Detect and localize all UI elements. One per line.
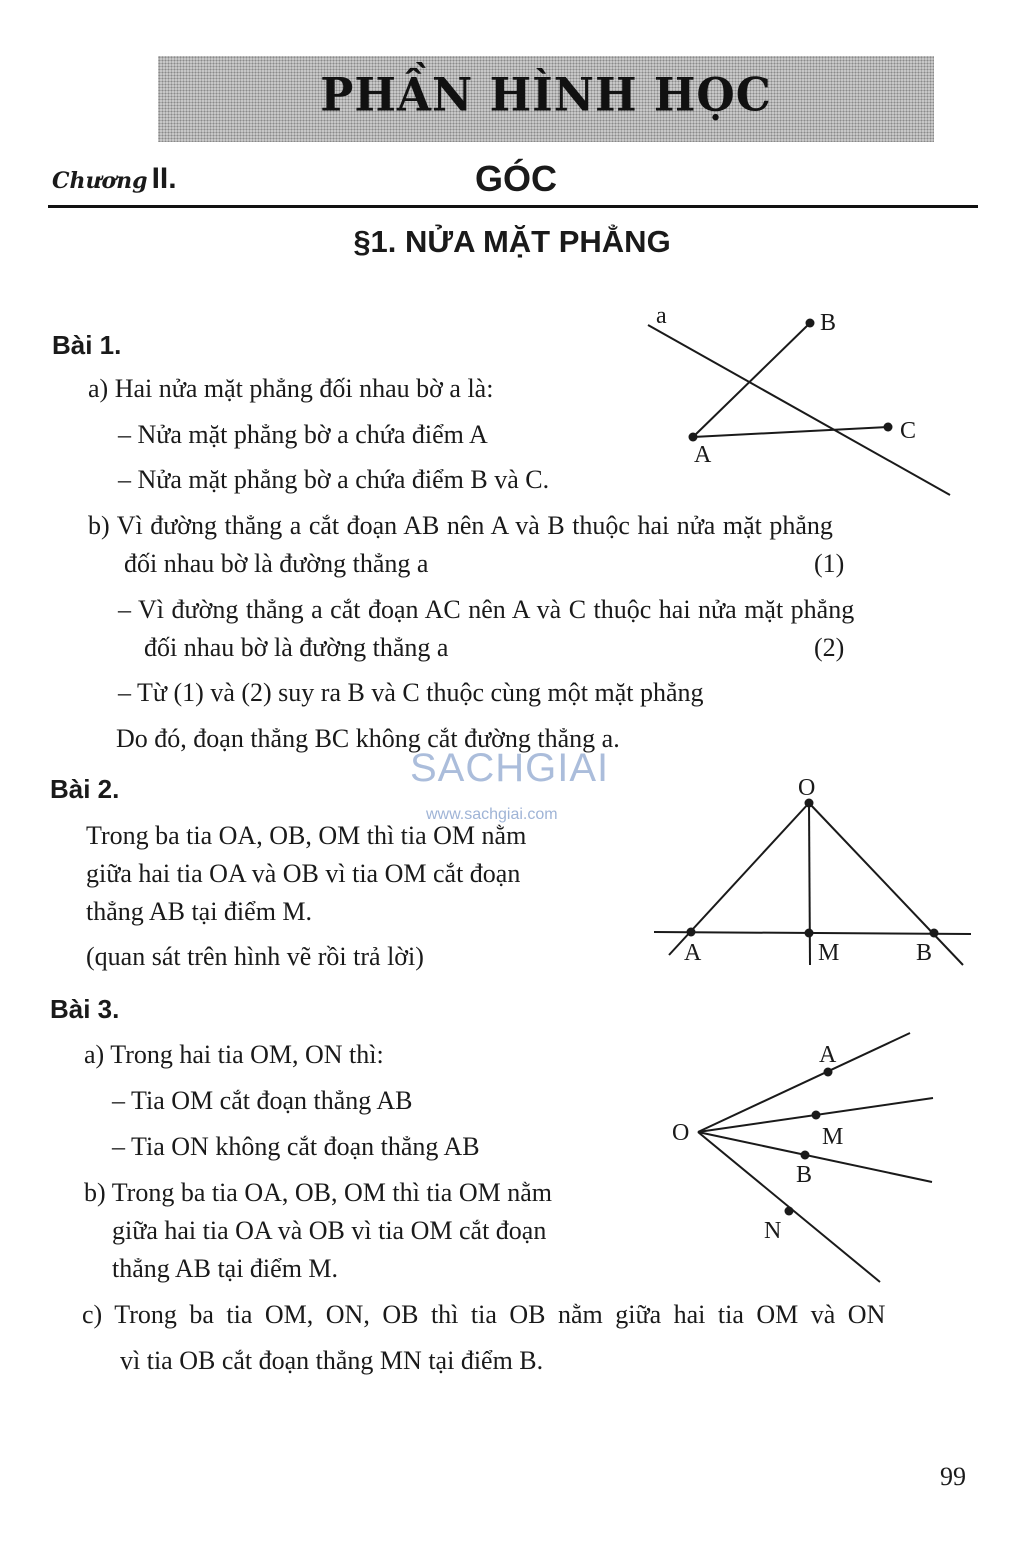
exercise-1-ref-1: (1) <box>814 549 845 578</box>
chapter-divider <box>48 205 978 208</box>
part-banner <box>158 56 934 142</box>
label-a: A <box>684 940 702 966</box>
point-b <box>801 1151 810 1160</box>
exercise-3-a-item: – Tia ON không cắt đoạn thẳng AB <box>112 1132 480 1161</box>
exercise-2-line: giữa hai tia OA và OB vì tia OM cắt đoạn <box>86 859 521 888</box>
label-m: M <box>822 1124 844 1150</box>
exercise-3-a-item: – Tia OM cắt đoạn thẳng AB <box>112 1086 413 1115</box>
point-a <box>689 433 698 442</box>
point-a <box>687 928 696 937</box>
ray-om <box>809 803 810 965</box>
label-a: A <box>694 442 712 468</box>
label-b: B <box>820 310 837 336</box>
segment-ab <box>693 323 810 437</box>
label-b: B <box>916 940 933 966</box>
exercise-1-a-item: – Nửa mặt phẳng bờ a chứa điểm B và C. <box>118 465 550 494</box>
exercise-2-line: Trong ba tia OA, OB, OM thì tia OM nằm <box>86 821 527 850</box>
point-a <box>824 1068 833 1077</box>
chapter-word: Chương <box>52 168 148 194</box>
exercise-1-b-line: – Từ (1) và (2) suy ra B và C thuộc cùng một mặt phẳng <box>118 678 704 707</box>
label-o: O <box>672 1120 690 1146</box>
point-n <box>785 1207 794 1216</box>
exercise-3-b-line: giữa hai tia OA và OB vì tia OM cắt đoạn <box>112 1216 547 1245</box>
exercise-2-heading: Bài 2. <box>50 774 120 804</box>
exercise-1-a-item: – Nửa mặt phẳng bờ a chứa điểm A <box>118 420 488 449</box>
label-o: O <box>798 775 816 801</box>
label-b: B <box>796 1162 813 1188</box>
exercise-1-b-line: đối nhau bờ là đường thẳng a <box>124 549 429 578</box>
exercise-1-conclusion: Do đó, đoạn thẳng BC không cắt đường thẳng a. <box>116 724 620 753</box>
label-m: M <box>818 940 840 966</box>
part-title: PHẦN HÌNH HỌC <box>320 68 772 123</box>
section-title: §1. NỬA MẶT PHẲNG <box>353 224 671 259</box>
exercise-2-line: thẳng AB tại điểm M. <box>86 897 313 926</box>
figure-3 <box>660 1020 960 1290</box>
page-number: 99 <box>940 1462 966 1491</box>
exercise-3-b-line: b) Trong ba tia OA, OB, OM thì tia OM nằm <box>84 1178 552 1207</box>
label-a: A <box>819 1042 837 1068</box>
exercise-3-a-intro: a) Trong hai tia OM, ON thì: <box>84 1040 384 1069</box>
exercise-2-note: (quan sát trên hình vẽ rồi trả lời) <box>86 942 424 971</box>
point-m <box>805 929 814 938</box>
exercise-1-heading: Bài 1. <box>52 330 122 360</box>
label-n: N <box>764 1218 782 1244</box>
ray-ob <box>698 1132 932 1182</box>
exercise-3-b-line: thẳng AB tại điểm M. <box>112 1254 339 1283</box>
exercise-3-c-line: vì tia OB cắt đoạn thẳng MN tại điểm B. <box>120 1346 544 1375</box>
figure-1 <box>630 295 960 505</box>
exercise-1-ref-2: (2) <box>814 633 845 662</box>
label-line-a: a <box>656 303 667 329</box>
chapter-number: II. <box>151 162 177 195</box>
watermark-logo: SACHGIAI <box>410 746 610 790</box>
exercise-1-a-intro: a) Hai nửa mặt phẳng đối nhau bờ a là: <box>88 374 494 403</box>
point-m <box>812 1111 821 1120</box>
exercise-3-heading: Bài 3. <box>50 994 120 1024</box>
segment-ac <box>693 427 888 437</box>
point-b <box>806 319 815 328</box>
exercise-1-b-line: – Vì đường thẳng a cắt đoạn AC nên A và C thuộc hai nửa mặt phẳng <box>118 595 855 624</box>
line-a <box>648 325 950 495</box>
exercise-1-b-line: đối nhau bờ là đường thẳng a <box>144 633 449 662</box>
figure-2 <box>640 765 980 975</box>
point-b <box>930 929 939 938</box>
label-c: C <box>900 418 917 444</box>
exercise-1-b-line: b) Vì đường thẳng a cắt đoạn AB nên A và B thuộc hai nửa mặt phẳng <box>88 511 833 540</box>
point-c <box>884 423 893 432</box>
chapter-title: GÓC <box>474 158 557 199</box>
watermark-url: www.sachgiai.com <box>426 806 558 823</box>
exercise-3-c-line: c) Trong ba tia OM, ON, OB thì tia OB nằm giữa hai tia OM và ON <box>82 1300 886 1329</box>
